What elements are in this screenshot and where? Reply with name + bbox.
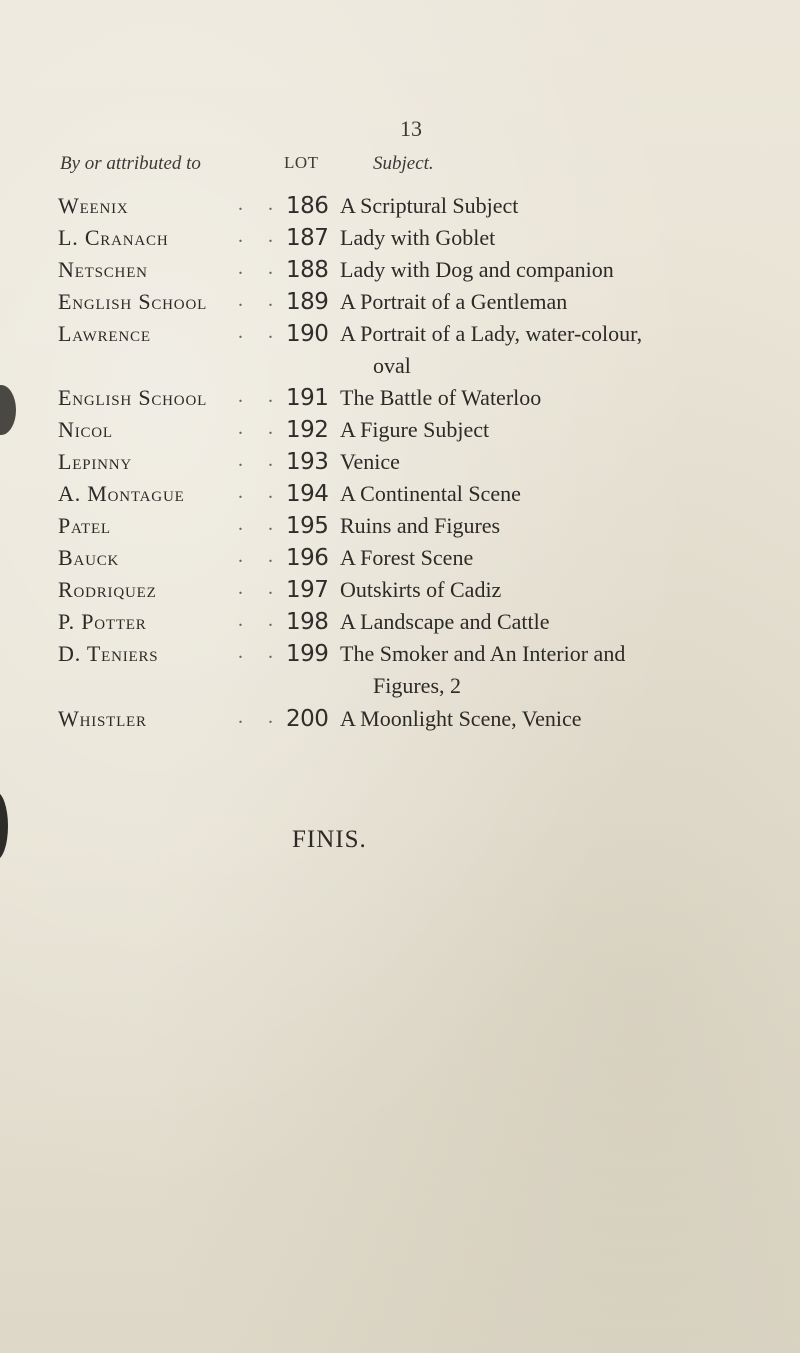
lot-number: 199 xyxy=(286,641,329,667)
binding-hole-mark xyxy=(0,792,8,860)
lot-number: 188 xyxy=(286,257,329,283)
subject-title: The Battle of Waterloo xyxy=(340,385,542,410)
dot-leader: . . xyxy=(238,417,273,439)
dot-leader: . . xyxy=(238,706,273,728)
closing-finis: FINIS. xyxy=(292,826,367,853)
artist-name: D. Teniers xyxy=(58,641,159,666)
lot-number: 200 xyxy=(286,706,329,732)
dot-leader: . . xyxy=(238,609,273,631)
artist-name: Patel xyxy=(58,513,111,538)
catalogue-row xyxy=(0,706,800,736)
column-header-lot: LOT xyxy=(284,153,319,172)
subject-title: A Portrait of a Gentleman xyxy=(340,289,568,314)
artist-name: Nicol xyxy=(58,417,113,442)
catalogue-row xyxy=(0,449,800,479)
lot-number: 193 xyxy=(286,449,329,475)
lot-number: 187 xyxy=(286,225,329,251)
lot-number: 191 xyxy=(286,385,329,411)
dot-leader: . . xyxy=(238,545,273,567)
catalogue-row xyxy=(0,289,800,319)
artist-name: L. Cranach xyxy=(58,225,169,250)
lot-number: 197 xyxy=(286,577,329,603)
subject-title: A Portrait of a Lady, water-colour, xyxy=(340,321,643,346)
artist-name: Lawrence xyxy=(58,321,151,346)
catalogue-row xyxy=(0,417,800,447)
lot-number: 190 xyxy=(286,321,329,347)
subject-continuation: Figures, 2 xyxy=(373,673,461,698)
dot-leader: . . xyxy=(238,289,273,311)
catalogue-row xyxy=(0,609,800,639)
artist-name: Rodriquez xyxy=(58,577,157,602)
artist-name: English School xyxy=(58,289,208,314)
lot-number: 194 xyxy=(286,481,329,507)
dot-leader: . . xyxy=(238,321,273,343)
artist-name: P. Potter xyxy=(58,609,147,634)
artist-name: Lepinny xyxy=(58,449,133,474)
catalogue-row xyxy=(0,577,800,607)
subject-title: A Moonlight Scene, Venice xyxy=(340,706,582,731)
subject-title: A Landscape and Cattle xyxy=(340,609,550,634)
subject-title: Ruins and Figures xyxy=(340,513,501,538)
dot-leader: . . xyxy=(238,257,273,279)
dot-leader: . . xyxy=(238,449,273,471)
lot-number: 196 xyxy=(286,545,329,571)
subject-continuation: oval xyxy=(373,353,411,378)
dot-leader: . . xyxy=(238,513,273,535)
catalogue-row xyxy=(0,545,800,575)
subject-title: A Figure Subject xyxy=(340,417,490,442)
page-number: 13 xyxy=(400,116,422,141)
subject-title: Venice xyxy=(340,449,400,474)
column-header-artist: By or attributed to xyxy=(60,153,201,174)
catalogue-row xyxy=(0,641,800,671)
subject-title: A Forest Scene xyxy=(340,545,474,570)
lot-number: 198 xyxy=(286,609,329,635)
catalogue-row xyxy=(0,481,800,511)
artist-name: Bauck xyxy=(58,545,120,570)
catalogue-row xyxy=(0,225,800,255)
subject-title: A Continental Scene xyxy=(340,481,521,506)
dot-leader: . . xyxy=(238,225,273,247)
catalogue-row xyxy=(0,257,800,287)
lot-number: 186 xyxy=(286,193,329,219)
catalogue-row xyxy=(0,193,800,223)
subject-title: Outskirts of Cadiz xyxy=(340,577,502,602)
subject-title: Lady with Goblet xyxy=(340,225,496,250)
catalogue-row xyxy=(0,513,800,543)
catalogue-row xyxy=(0,385,800,415)
artist-name: Whistler xyxy=(58,706,147,731)
subject-title: Lady with Dog and companion xyxy=(340,257,614,282)
dot-leader: . . xyxy=(238,641,273,663)
lot-number: 195 xyxy=(286,513,329,539)
artist-name: Weenix xyxy=(58,193,129,218)
subject-title: The Smoker and An Interior and xyxy=(340,641,626,666)
column-header-subject: Subject. xyxy=(373,153,434,174)
subject-title: A Scriptural Subject xyxy=(340,193,519,218)
dot-leader: . . xyxy=(238,481,273,503)
lot-number: 192 xyxy=(286,417,329,443)
artist-name: Netschen xyxy=(58,257,148,282)
artist-name: English School xyxy=(58,385,208,410)
dot-leader: . . xyxy=(238,193,273,215)
dot-leader: . . xyxy=(238,577,273,599)
dot-leader: . . xyxy=(238,385,273,407)
lot-number: 189 xyxy=(286,289,329,315)
artist-name: A. Montague xyxy=(58,481,185,506)
catalogue-row xyxy=(0,321,800,351)
